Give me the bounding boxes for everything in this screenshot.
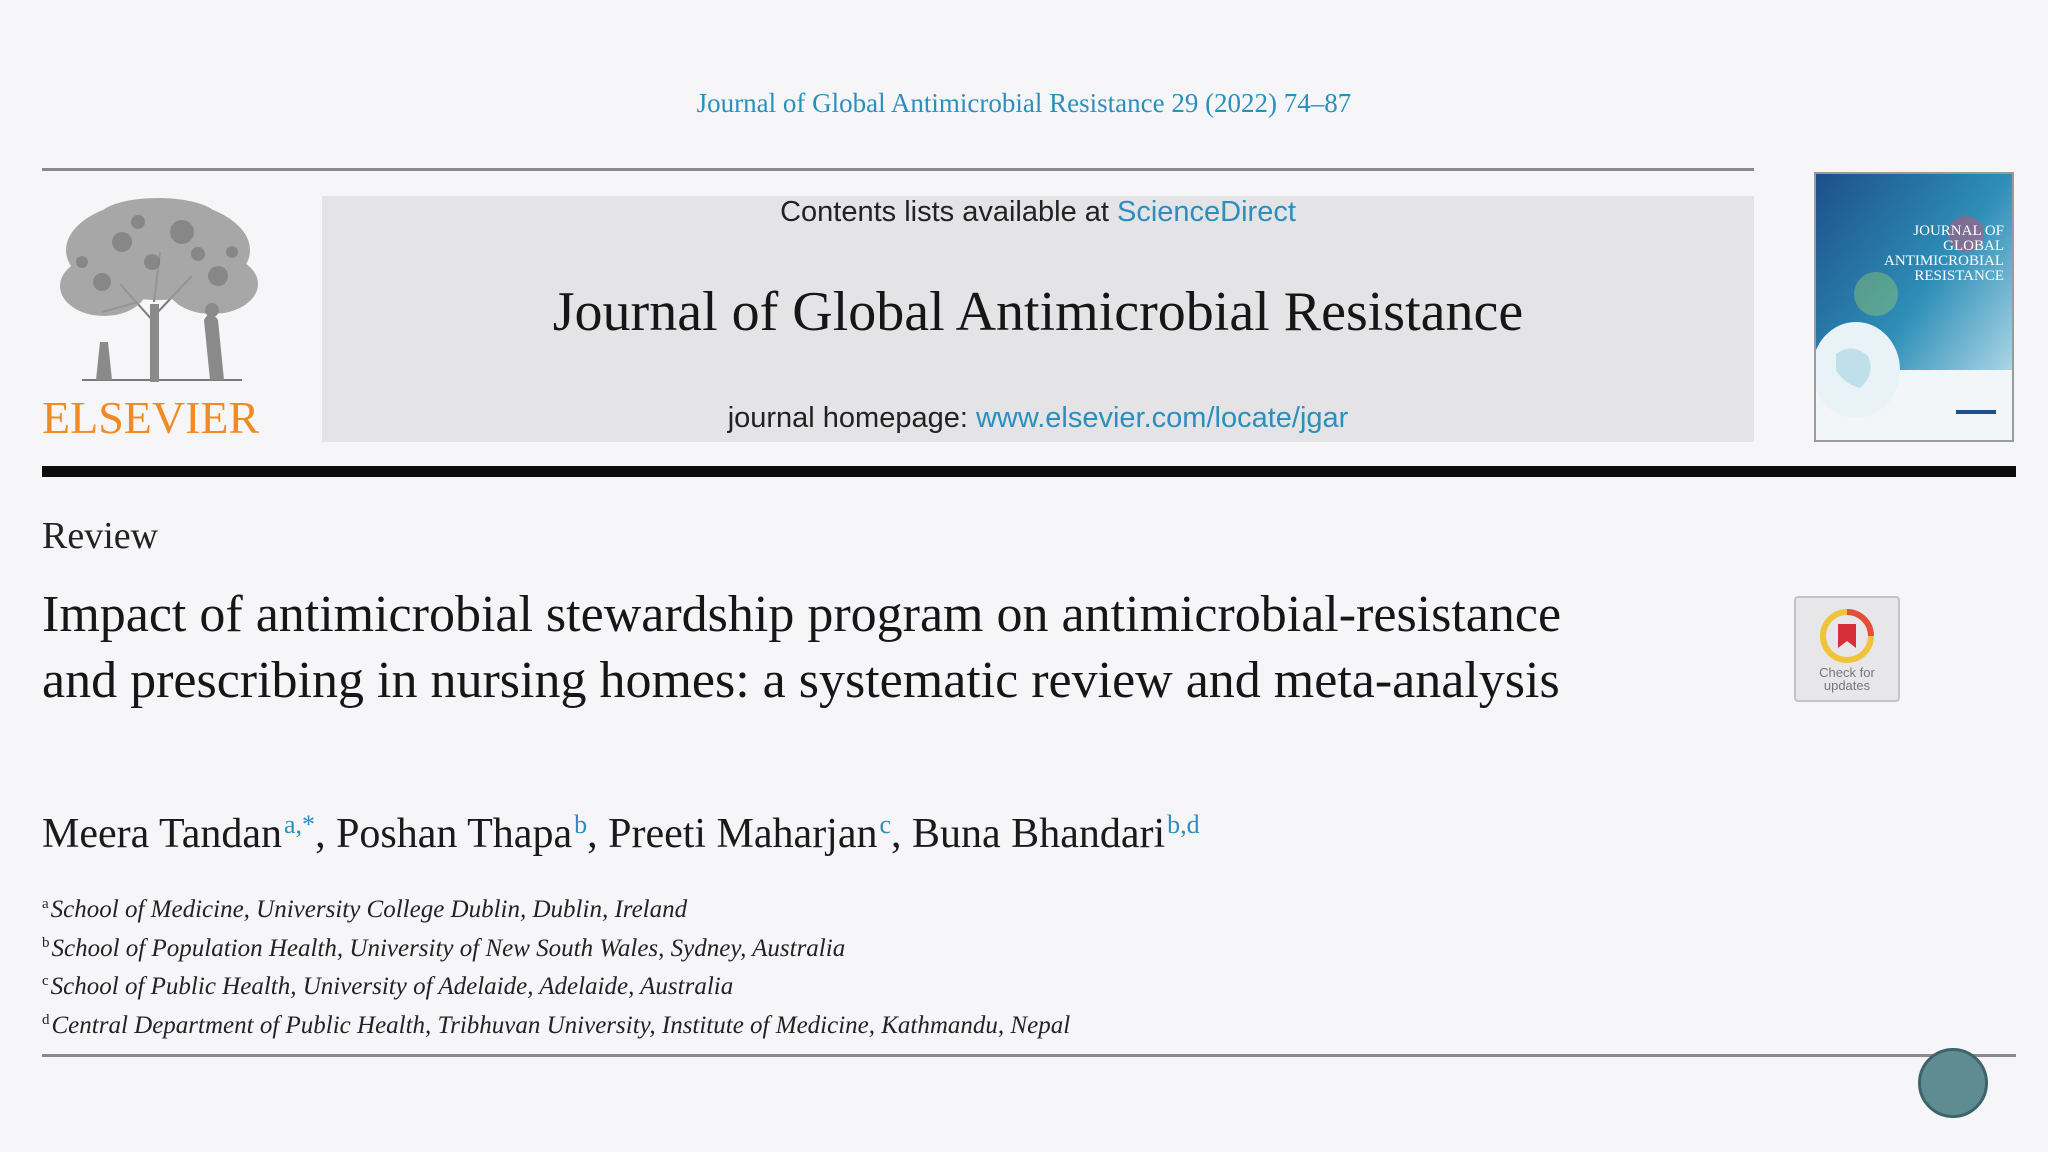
author-marks[interactable]: c (879, 810, 892, 839)
author-list (42, 810, 1200, 858)
affiliation-mark: d (42, 1011, 50, 1028)
affiliation-text: School of Population Health, University of New South Wales, Sydney, Australia (51, 934, 846, 962)
masthead-divider (42, 466, 2016, 477)
slide-nav-button[interactable] (1918, 1048, 1988, 1118)
affiliation-text: School of Public Health, University of Adelaide, Adelaide, Australia (50, 973, 734, 1000)
homepage-prefix: journal homepage: (727, 402, 976, 434)
affiliation-mark: c (42, 973, 49, 989)
journal-masthead (322, 196, 1754, 442)
author-marks[interactable]: a,* (284, 810, 316, 839)
article-title: Impact of antimicrobial stewardship program on antimicrobial-resistance and prescribing in nursing homes: a systematic review and meta-analysis (42, 586, 1562, 709)
contents-line (322, 196, 1754, 228)
journal-cover-thumbnail (1814, 172, 2014, 442)
contents-prefix: Contents lists available at (780, 196, 1117, 228)
publisher-name: ELSEVIER (42, 392, 260, 443)
affiliations (42, 888, 1070, 1042)
sciencedirect-link[interactable]: ScienceDirect (1117, 196, 1296, 228)
author-separator: , (891, 811, 913, 857)
affiliation-item (42, 888, 1070, 927)
affiliation-mark: b (42, 934, 50, 951)
author-marks[interactable]: b,d (1167, 810, 1200, 839)
author-name[interactable]: Meera Tandan (42, 811, 283, 857)
journal-title: Journal of Global Antimicrobial Resistance (552, 281, 1524, 343)
author-separator: , (587, 811, 609, 857)
affiliation-item (42, 1004, 1070, 1043)
homepage-line (322, 402, 1754, 435)
author-marks[interactable]: b (574, 810, 588, 839)
tree-logo-icon (42, 192, 274, 392)
check-for-updates-button[interactable] (1794, 596, 1900, 702)
cover-title: JOURNAL OF GLOBAL ANTIMICROBIAL RESISTANCE (1884, 223, 2004, 284)
author-name[interactable]: Poshan Thapa (336, 811, 573, 857)
journal-reference: Journal of Global Antimicrobial Resistance 29 (2022) 74–87 (696, 88, 1352, 118)
author-separator: , (315, 811, 337, 857)
affiliation-item (42, 927, 1070, 966)
article-type: Review (42, 515, 159, 557)
affiliation-text: School of Medicine, University College Dublin, Dublin, Ireland (50, 896, 688, 923)
affiliation-text: Central Department of Public Health, Tribhuvan University, Institute of Medicine, Kathmandu, Nepal (51, 1011, 1071, 1039)
affiliation-mark: a (42, 896, 49, 912)
author-name[interactable]: Preeti Maharjan (608, 811, 878, 857)
cover-artwork-icon (1816, 174, 2012, 440)
check-for-updates-label: Check for updates (1819, 665, 1875, 693)
affiliation-item (42, 965, 1070, 1004)
check-for-updates-icon (1817, 606, 1877, 666)
journal-homepage-link[interactable]: www.elsevier.com/locate/jgar (975, 402, 1349, 434)
publisher-logo (42, 192, 274, 444)
bottom-rule (42, 1054, 2016, 1057)
author-name[interactable]: Buna Bhandari (912, 811, 1166, 857)
top-rule (42, 168, 1754, 171)
